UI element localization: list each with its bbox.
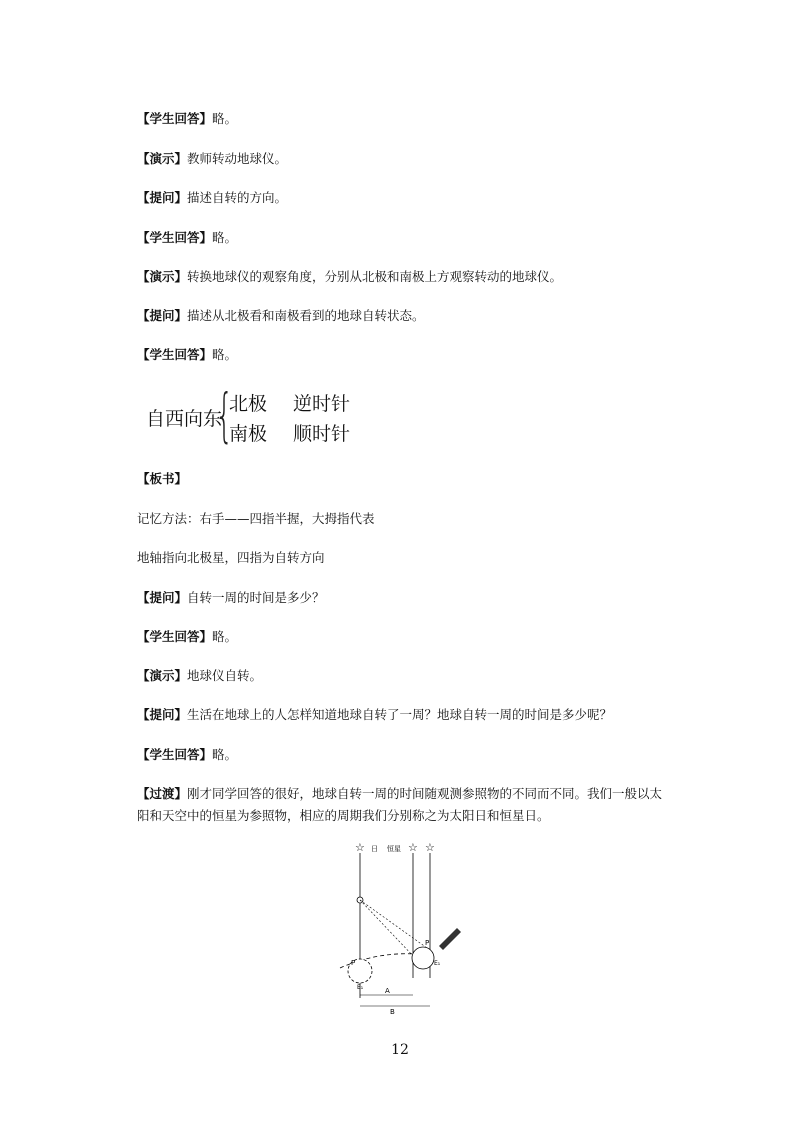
label-b: B	[390, 1008, 395, 1016]
line-tag: 【学生回答】	[137, 347, 213, 362]
line-text: 地轴指向北极星，四指为自转方向	[137, 550, 325, 565]
line-text: 教师转动地球仪。	[187, 151, 288, 166]
line-8	[137, 589, 325, 607]
line-10	[137, 667, 262, 685]
line-6	[137, 307, 425, 325]
line-text: 略。	[212, 747, 238, 762]
star-icon-left: ☆	[355, 841, 365, 854]
transition-text: 刚才同学回答的很好，地球自转一周的时间随观测参照物的不同而不同。我们一般以太阳和天空中的恒星为参照物，相应的周期我们分别称之为太阳日和恒星日。	[137, 786, 663, 823]
line-tag: 【学生回答】	[137, 629, 213, 644]
line-5	[137, 268, 562, 286]
line-tag: 【提问】	[137, 190, 188, 205]
diagram-direction-north: 逆时针	[293, 393, 351, 415]
line-tag: 【学生回答】	[137, 230, 213, 245]
line-tag: 【演示】	[137, 668, 188, 683]
line-text: 略。	[212, 629, 238, 644]
label-e1-left: E₁	[357, 984, 364, 991]
label-e1-right: E₁	[434, 960, 441, 967]
line-tag: 【演示】	[137, 151, 188, 166]
line-tag: 【演示】	[137, 269, 188, 284]
line-text: 记忆方法：右手——四指半握，大拇指代表	[137, 511, 375, 526]
line-text: 略。	[212, 230, 238, 245]
solar-sidereal-day-figure	[335, 838, 475, 1018]
page-number: 12	[391, 1042, 409, 1058]
line-tag: 【提问】	[137, 308, 188, 323]
line-tag: 【板书】	[137, 471, 188, 486]
diagram-pole-north: 北极	[229, 393, 268, 415]
line-1	[137, 110, 237, 128]
diagram-lead: 自西向东	[146, 408, 223, 430]
figure-svg	[335, 838, 475, 1018]
line-text: 描述从北极看和南极看到的地球自转状态。	[187, 308, 425, 323]
label-star: 恒星	[387, 845, 401, 853]
line-text: 转换地球仪的观察角度，分别从北极和南极上方观察转动的地球仪。	[187, 269, 563, 284]
rotation-arrow-icon	[439, 928, 461, 950]
line-memory	[137, 510, 375, 528]
line-9	[137, 628, 237, 646]
line-text: 略。	[212, 347, 238, 362]
line-text: 自转一周的时间是多少？	[187, 590, 325, 605]
rotation-direction-diagram	[143, 381, 383, 449]
star-icon-middle: ☆	[408, 841, 418, 854]
line-axis	[137, 549, 325, 567]
transition-paragraph	[137, 783, 667, 827]
line-board	[137, 470, 187, 488]
line-text: 描述自转的方向。	[187, 190, 288, 205]
line-7	[137, 346, 237, 364]
label-p-right: P	[425, 939, 430, 947]
label-a: A	[385, 987, 390, 995]
label-p-left: P	[351, 959, 356, 967]
diagram-pole-south: 南极	[229, 423, 268, 445]
diagram-brace: {	[215, 381, 234, 449]
transition-tag: 【过渡】	[137, 786, 188, 801]
line-4	[137, 229, 237, 247]
line-tag: 【学生回答】	[137, 747, 213, 762]
diagram-direction-south: 顺时针	[293, 423, 351, 445]
star-icon-right: ☆	[425, 841, 435, 854]
sight-line-2	[360, 900, 415, 958]
line-12	[137, 746, 237, 764]
line-3	[137, 189, 287, 207]
line-text: 地球仪自转。	[187, 668, 263, 683]
line-tag: 【提问】	[137, 707, 188, 722]
line-text: 略。	[212, 111, 238, 126]
line-tag: 【提问】	[137, 590, 188, 605]
line-text: 生活在地球上的人怎样知道地球自转了一周？地球自转一周的时间是多少呢？	[187, 707, 613, 722]
line-11	[137, 706, 612, 724]
line-2	[137, 150, 287, 168]
sight-line-1	[360, 900, 430, 948]
label-sun: 日	[371, 845, 378, 853]
line-tag: 【学生回答】	[137, 111, 213, 126]
earth-position-2	[412, 947, 434, 969]
